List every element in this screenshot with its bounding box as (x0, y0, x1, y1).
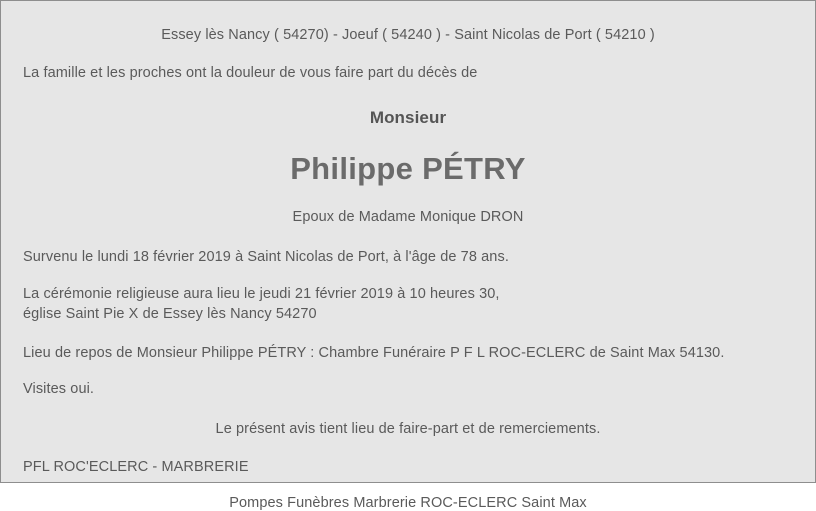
company-name: PFL ROC'ECLERC - MARBRERIE (23, 459, 249, 476)
funeral-home-name: Pompes Funèbres Marbrerie ROC-ECLERC Saint Max (229, 495, 587, 511)
ceremony-line-2: église Saint Pie X de Essey lès Nancy 54270 (23, 305, 317, 322)
visits-note: Visites oui. (23, 381, 95, 398)
locations-line: Essey lès Nancy ( 54270) - Joeuf ( 54240 ) - Saint Nicolas de Port ( 54210 ) (161, 27, 655, 43)
thanks-note: Le présent avis tient lieu de faire-part et de remerciements. (215, 421, 601, 438)
ceremony-details (23, 285, 793, 324)
repose-location: Lieu de repos de Monsieur Philippe PÉTRY : Chambre Funéraire P F L ROC-ECLERC de Saint Max 54130. (23, 345, 725, 362)
intro-text: La famille et les proches ont la douleur de vous faire part du décès de (23, 65, 478, 81)
spouse-line: Epoux de Madame Monique DRON (292, 209, 524, 225)
honorific-title: Monsieur (369, 108, 447, 127)
death-details: Survenu le lundi 18 février 2019 à Saint Nicolas de Port, à l'âge de 78 ans. (23, 249, 509, 265)
deceased-name: Philippe PÉTRY (290, 151, 526, 186)
ceremony-line-1: La cérémonie religieuse aura lieu le jeudi 21 février 2019 à 10 heures 30, (23, 286, 500, 302)
